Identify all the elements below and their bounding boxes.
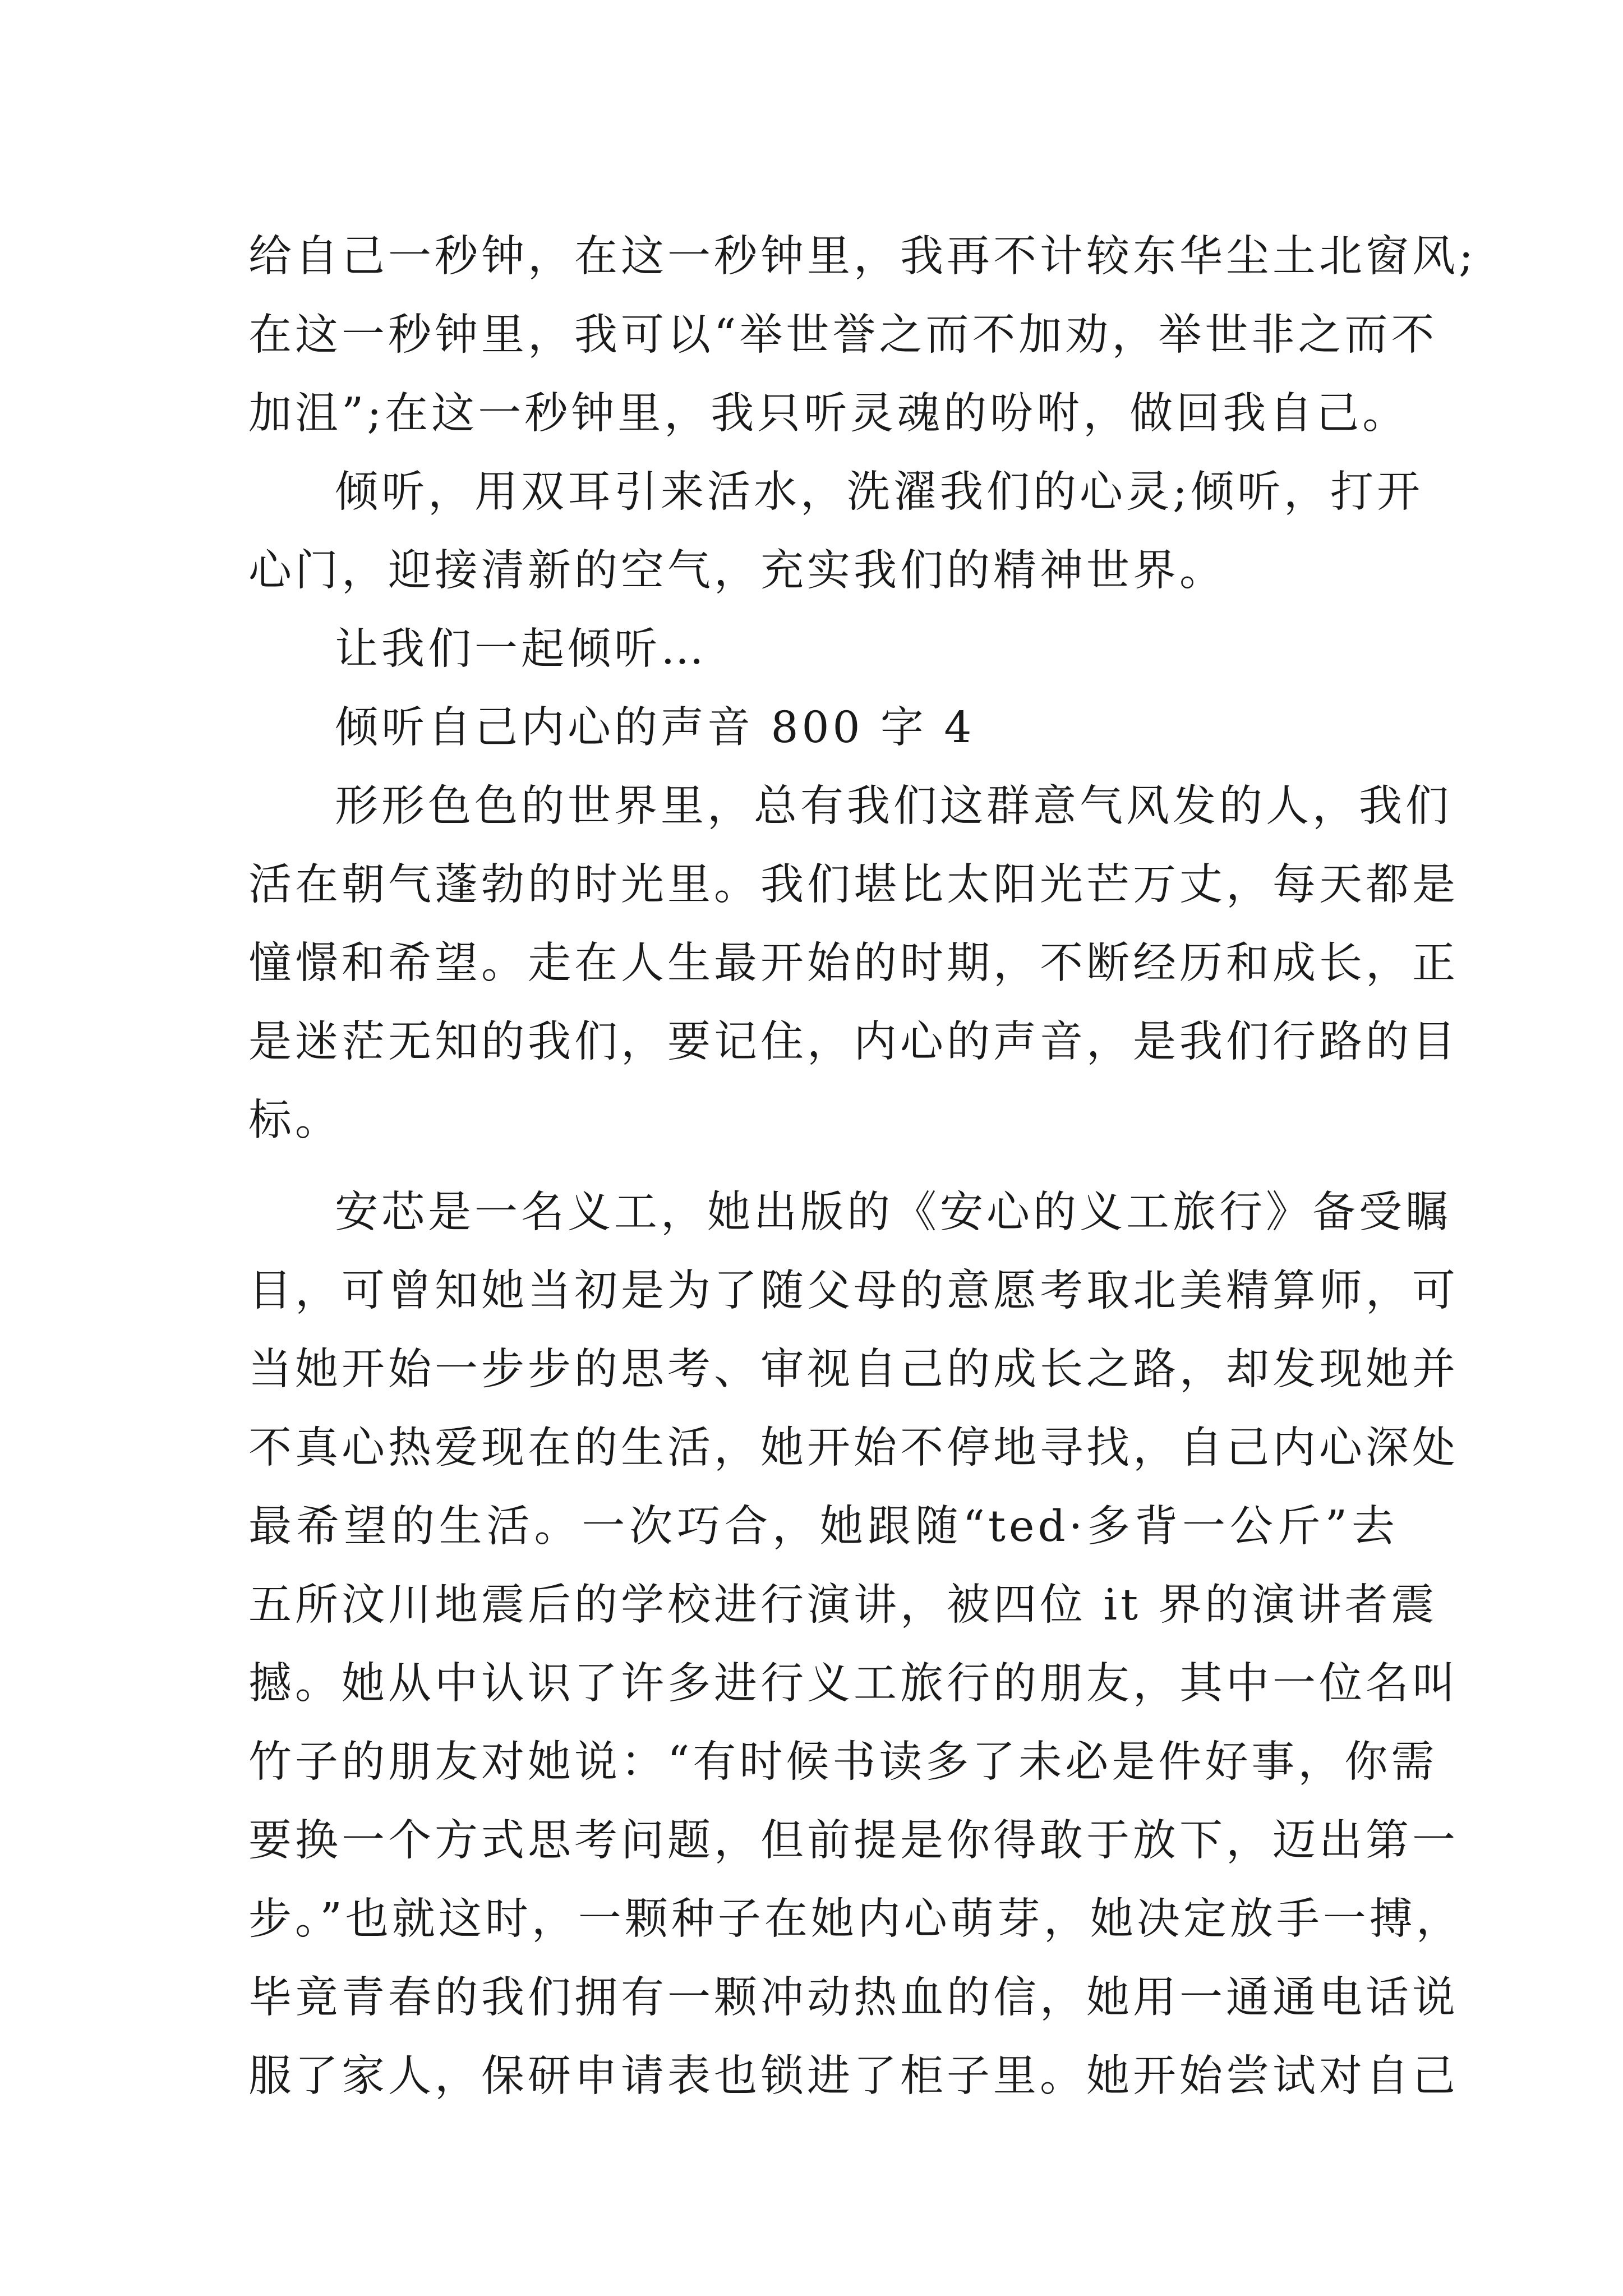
text-line: 撼。她从中认识了许多进行义工旅行的朋友，其中一位名叫 xyxy=(248,1659,1459,1709)
text-line: 让我们一起倾听… xyxy=(335,624,707,674)
text-line: 最希望的生活。一次巧合，她跟随“ted·多背一公斤”去 xyxy=(248,1502,1398,1552)
text-line: 憧憬和希望。走在人生最开始的时期，不断经历和成长，正 xyxy=(248,938,1459,988)
text-line: 形形色色的世界里，总有我们这群意气风发的人，我们 xyxy=(335,781,1452,831)
text-line: 服了家人，保研申请表也锁进了柜子里。她开始尝试对自己 xyxy=(248,2051,1459,2101)
text-line: 在这一秒钟里，我可以“举世誉之而不加劝，举世非之而不 xyxy=(248,310,1438,360)
paragraph-gap xyxy=(248,1160,1398,1174)
text-line: 目，可曾知她当初是为了随父母的意愿考取北美精算师，可 xyxy=(248,1266,1459,1316)
text-line: 安芯是一名义工，她出版的《安心的义工旅行》备受瞩 xyxy=(335,1188,1452,1237)
text-line: 给自己一秒钟，在这一秒钟里，我再不计较东华尘土北窗风; xyxy=(248,232,1477,282)
text-line: 竹子的朋友对她说：“有时候书读多了未必是件好事，你需 xyxy=(248,1737,1438,1787)
section-heading: 倾听自己内心的声音 800 字 4 xyxy=(335,703,975,753)
text-line: 当她开始一步步的思考、审视自己的成长之路，却发现她并 xyxy=(248,1345,1459,1395)
text-line: 活在朝气蓬勃的时光里。我们堪比太阳光芒万丈，每天都是 xyxy=(248,860,1459,910)
text-line: 是迷茫无知的我们，要记住，内心的声音，是我们行路的目 xyxy=(248,1017,1459,1067)
text-line: 心门，迎接清新的空气，充实我们的精神世界。 xyxy=(248,546,1226,596)
text-line: 倾听，用双耳引来活水，洗濯我们的心灵;倾听，打开 xyxy=(335,467,1423,517)
text-line: 毕竟青春的我们拥有一颗冲动热血的信，她用一通通电话说 xyxy=(248,1973,1459,2023)
document-body xyxy=(248,218,1477,2116)
text-line: 标。 xyxy=(248,1096,342,1145)
text-line: 要换一个方式思考问题，但前提是你得敢于放下，迈出第一 xyxy=(248,1816,1459,1866)
text-line: 步。”也就这时，一颗种子在她内心萌芽，她决定放手一搏， xyxy=(248,1894,1463,1944)
text-line: 不真心热爱现在的生活，她开始不停地寻找，自己内心深处 xyxy=(248,1423,1459,1473)
text-line: 五所汶川地震后的学校进行演讲，被四位 it 界的演讲者震 xyxy=(248,1580,1438,1630)
text-line: 加沮”;在这一秒钟里，我只听灵魂的吩咐，做回我自己。 xyxy=(248,389,1409,439)
